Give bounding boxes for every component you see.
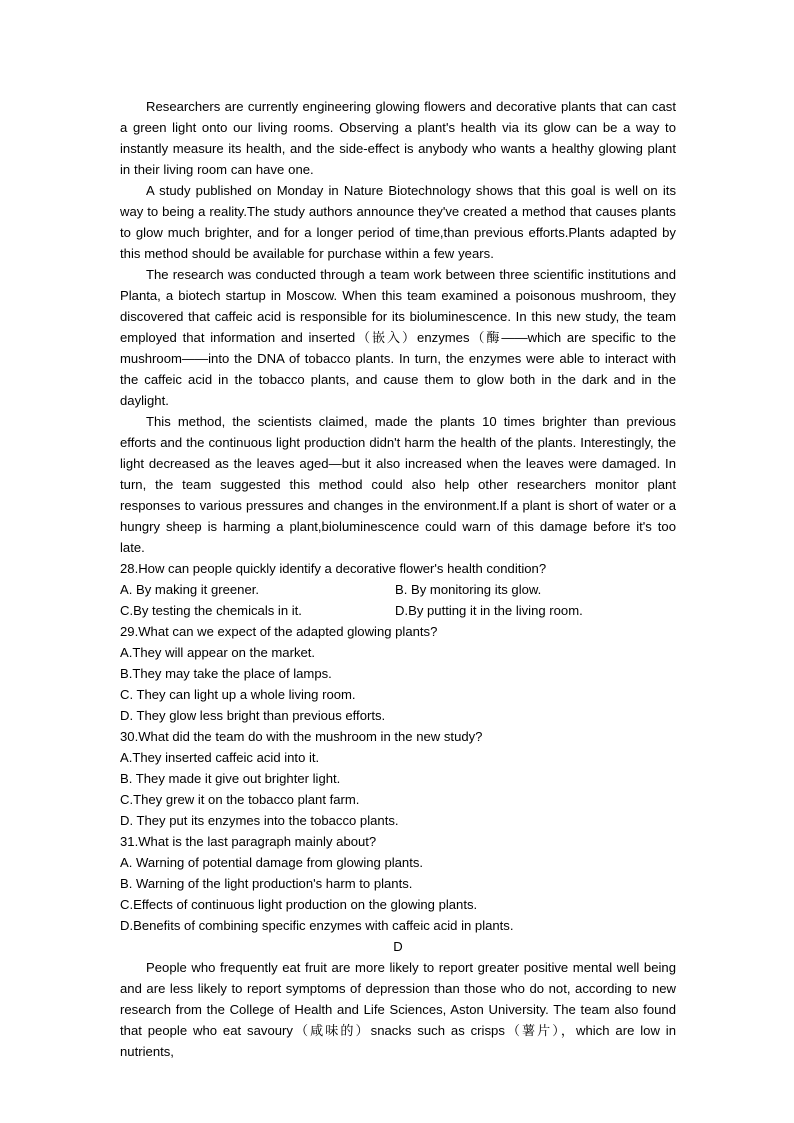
question-31-option-b[interactable]: B. Warning of the light production's harm to plants. <box>120 876 413 891</box>
question-30-option-d[interactable]: D. They put its enzymes into the tobacco plants. <box>120 813 399 828</box>
question-28-stem: 28.How can people quickly identify a decorative flower's health condition? <box>120 561 547 576</box>
question-29-option-b[interactable]: B.They may take the place of lamps. <box>120 666 332 681</box>
passage-paragraph-1: Researchers are currently engineering glowing flowers and decorative plants that can cast a green light onto our living rooms. Observing a plant's health via its glow can be a way to instantly measure its health, and the side-effect is anybody who wants a healthy glowing plant in their living room can have one. <box>120 99 676 177</box>
passage-paragraph-2: A study published on Monday in Nature Biotechnology shows that this goal is well on its way to being a reality.The study authors announce they've created a method that causes plants to glow much brighter, and for a longer period of time,than previous efforts.Plants adapted by this method should be available for purchase within a few years. <box>120 183 676 261</box>
question-31-option-c[interactable]: C.Effects of continuous light production on the glowing plants. <box>120 897 478 912</box>
question-29-option-c[interactable]: C. They can light up a whole living room. <box>120 687 356 702</box>
question-29-stem: 29.What can we expect of the adapted glowing plants? <box>120 624 438 639</box>
question-28-option-a[interactable]: A. By making it greener. <box>120 582 260 597</box>
question-30-option-b[interactable]: B. They made it give out brighter light. <box>120 771 341 786</box>
passage-paragraph-4: This method, the scientists claimed, made the plants 10 times brighter than previous efforts and the continuous light production didn't harm the health of the plants. Interestingly, the light decreased as the leaves aged—but it also increased when the leaves were damaged. In turn, the team suggested this method could also help other researchers monitor plant responses to various pressures and changes in the environment.If a plant is short of water or a hungry sheep is harming a plant,bioluminescence could warn of this damage before it's too late. <box>120 414 676 555</box>
question-30-stem: 30.What did the team do with the mushroom in the new study? <box>120 729 483 744</box>
question-30-option-c[interactable]: C.They grew it on the tobacco plant farm. <box>120 792 360 807</box>
question-31-option-a[interactable]: A. Warning of potential damage from glowing plants. <box>120 855 424 870</box>
question-31-stem: 31.What is the last paragraph mainly about? <box>120 834 377 849</box>
section-d-paragraph-1: People who frequently eat fruit are more likely to report greater positive mental well being and are less likely to report symptoms of depression than those who do not, according to new research from the College of Health and Life Sciences, Aston University. The team also found that people who eat savoury（咸味的）snacks such as crisps（薯片），which are low in nutrients, <box>120 960 676 1059</box>
question-28-option-d[interactable]: D.By putting it in the living room. <box>395 603 583 618</box>
section-letter-d: D <box>393 939 403 954</box>
question-29-option-a[interactable]: A.They will appear on the market. <box>120 645 316 660</box>
question-28-option-c[interactable]: C.By testing the chemicals in it. <box>120 603 302 618</box>
question-31-option-d[interactable]: D.Benefits of combining specific enzymes with caffeic acid in plants. <box>120 918 514 933</box>
question-28-option-row-1 <box>120 579 676 600</box>
question-28-option-b[interactable]: B. By monitoring its glow. <box>395 582 542 597</box>
question-30-option-a[interactable]: A.They inserted caffeic acid into it. <box>120 750 320 765</box>
page-content <box>120 96 676 1083</box>
question-29-option-d[interactable]: D. They glow less bright than previous efforts. <box>120 708 386 723</box>
question-28-option-row-2 <box>120 600 676 621</box>
passage-paragraph-3: The research was conducted through a team work between three scientific institutions and Planta, a biotech startup in Moscow. When this team examined a poisonous mushroom, they discovered that caffeic acid is responsible for its bioluminescence. In this new study, the team employed that information and inserted（嵌入）enzymes（酶——which are specific to the mushroom——into the DNA of tobacco plants. In turn, the enzymes were able to interact with the caffeic acid in the tobacco plants, and cause them to glow both in the dark and in the daylight. <box>120 267 676 408</box>
